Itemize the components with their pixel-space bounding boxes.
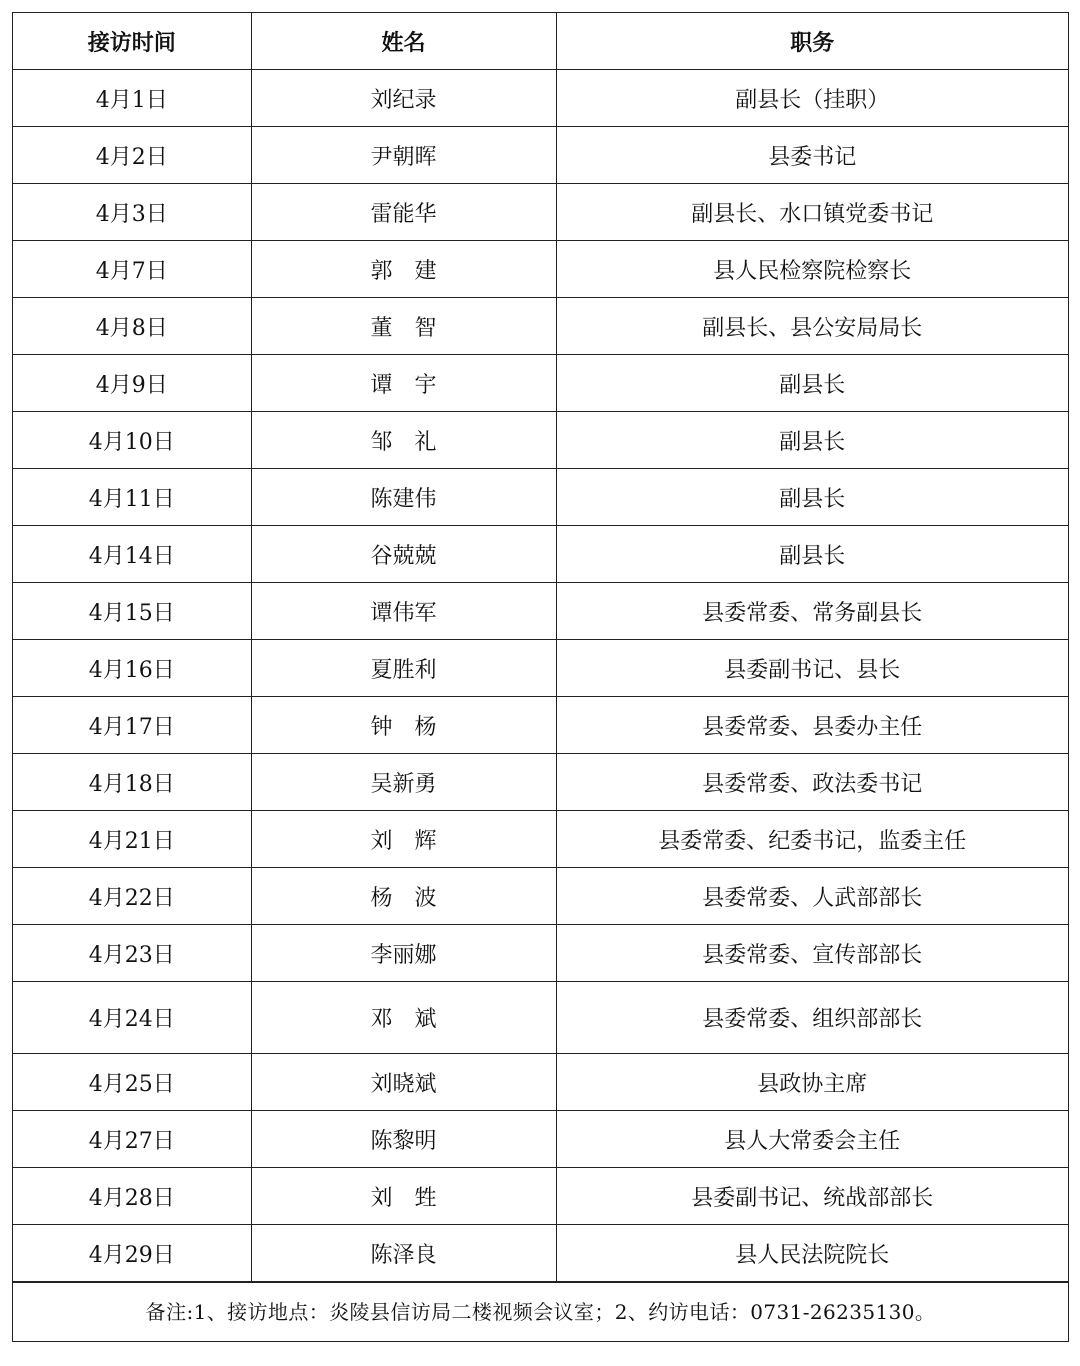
table-row — [13, 1054, 1068, 1111]
cell-date: 4月16日 — [13, 640, 251, 697]
table-row — [13, 1225, 1068, 1282]
table-row — [13, 982, 1068, 1054]
cell-name: 邹 礼 — [251, 412, 556, 469]
cell-position: 县人民检察院检察长 — [556, 241, 1068, 298]
cell-position: 县人大常委会主任 — [556, 1111, 1068, 1168]
table-row — [13, 1168, 1068, 1225]
cell-name: 郭 建 — [251, 241, 556, 298]
cell-name: 谭 宇 — [251, 355, 556, 412]
header-name: 姓名 — [251, 13, 556, 70]
cell-position: 县委常委、宣传部部长 — [556, 925, 1068, 982]
cell-position: 县委常委、纪委书记，监委主任 — [556, 811, 1068, 868]
cell-date: 4月23日 — [13, 925, 251, 982]
table-row — [13, 754, 1068, 811]
cell-position: 副县长 — [556, 412, 1068, 469]
cell-name: 刘 甡 — [251, 1168, 556, 1225]
cell-date: 4月29日 — [13, 1225, 251, 1282]
cell-date: 4月15日 — [13, 583, 251, 640]
table-row — [13, 298, 1068, 355]
header-position: 职务 — [556, 13, 1068, 70]
cell-date: 4月21日 — [13, 811, 251, 868]
cell-date: 4月22日 — [13, 868, 251, 925]
cell-name: 刘 辉 — [251, 811, 556, 868]
table-row — [13, 526, 1068, 583]
cell-position: 县委常委、人武部部长 — [556, 868, 1068, 925]
table-row — [13, 241, 1068, 298]
cell-date: 4月10日 — [13, 412, 251, 469]
table-row — [13, 697, 1068, 754]
schedule-table — [13, 13, 1068, 1282]
table-row — [13, 127, 1068, 184]
cell-position: 副县长、水口镇党委书记 — [556, 184, 1068, 241]
table-body — [13, 70, 1068, 1282]
reception-schedule — [12, 12, 1069, 1342]
cell-name: 夏胜利 — [251, 640, 556, 697]
cell-date: 4月3日 — [13, 184, 251, 241]
cell-date: 4月24日 — [13, 982, 251, 1054]
cell-position: 县委副书记、统战部部长 — [556, 1168, 1068, 1225]
header-reception-date: 接访时间 — [13, 13, 251, 70]
cell-position: 副县长 — [556, 355, 1068, 412]
table-row — [13, 184, 1068, 241]
table-row — [13, 868, 1068, 925]
cell-name: 钟 杨 — [251, 697, 556, 754]
table-row — [13, 412, 1068, 469]
cell-position: 县委书记 — [556, 127, 1068, 184]
cell-date: 4月27日 — [13, 1111, 251, 1168]
cell-position: 县委常委、政法委书记 — [556, 754, 1068, 811]
cell-date: 4月9日 — [13, 355, 251, 412]
cell-name: 李丽娜 — [251, 925, 556, 982]
table-row — [13, 811, 1068, 868]
table-row — [13, 1111, 1068, 1168]
table-row — [13, 469, 1068, 526]
cell-date: 4月2日 — [13, 127, 251, 184]
table-header-row — [13, 13, 1068, 70]
cell-position: 县政协主席 — [556, 1054, 1068, 1111]
cell-date: 4月7日 — [13, 241, 251, 298]
cell-date: 4月18日 — [13, 754, 251, 811]
cell-position: 县委常委、组织部部长 — [556, 982, 1068, 1054]
cell-position: 县委常委、常务副县长 — [556, 583, 1068, 640]
cell-name: 董 智 — [251, 298, 556, 355]
table-row — [13, 583, 1068, 640]
table-row — [13, 355, 1068, 412]
cell-position: 副县长、县公安局局长 — [556, 298, 1068, 355]
cell-name: 陈建伟 — [251, 469, 556, 526]
cell-name: 杨 波 — [251, 868, 556, 925]
cell-name: 谭伟军 — [251, 583, 556, 640]
cell-name: 谷兢兢 — [251, 526, 556, 583]
cell-date: 4月8日 — [13, 298, 251, 355]
cell-position: 县人民法院院长 — [556, 1225, 1068, 1282]
cell-date: 4月1日 — [13, 70, 251, 127]
cell-date: 4月14日 — [13, 526, 251, 583]
cell-position: 县委副书记、县长 — [556, 640, 1068, 697]
cell-name: 刘纪录 — [251, 70, 556, 127]
table-row — [13, 640, 1068, 697]
cell-date: 4月17日 — [13, 697, 251, 754]
cell-name: 陈黎明 — [251, 1111, 556, 1168]
cell-date: 4月25日 — [13, 1054, 251, 1111]
cell-name: 吴新勇 — [251, 754, 556, 811]
cell-name: 陈泽良 — [251, 1225, 556, 1282]
cell-name: 刘晓斌 — [251, 1054, 556, 1111]
cell-position: 县委常委、县委办主任 — [556, 697, 1068, 754]
cell-date: 4月28日 — [13, 1168, 251, 1225]
cell-name: 邓 斌 — [251, 982, 556, 1054]
footnote-remarks: 备注:1、接访地点：炎陵县信访局二楼视频会议室；2、约访电话：0731-26235130。 — [13, 1282, 1068, 1341]
cell-position: 副县长 — [556, 526, 1068, 583]
cell-position: 副县长 — [556, 469, 1068, 526]
cell-name: 尹朝晖 — [251, 127, 556, 184]
cell-position: 副县长（挂职） — [556, 70, 1068, 127]
cell-date: 4月11日 — [13, 469, 251, 526]
table-row — [13, 70, 1068, 127]
cell-name: 雷能华 — [251, 184, 556, 241]
table-row — [13, 925, 1068, 982]
